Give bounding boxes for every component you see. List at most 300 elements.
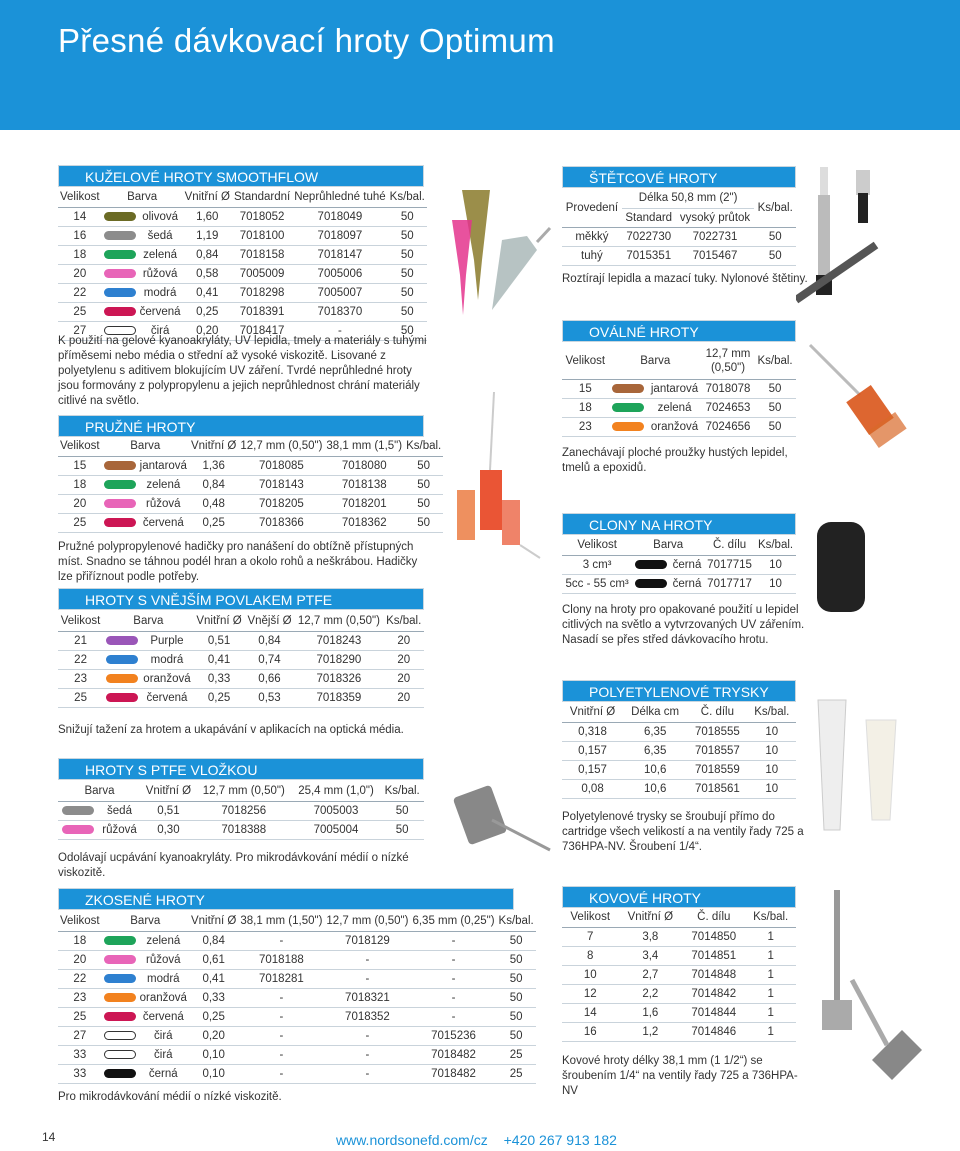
table-row [562, 779, 796, 798]
cell-opaque: 7018370 [292, 302, 387, 321]
cell-qty: 10 [748, 741, 796, 760]
ptfe-lined-rows [58, 801, 424, 839]
smoothflow-note: K použití na gelové kyanoakryláty, UV lepidla, tmely a materiály s tuhými příměsemi nebo média o střední až vysoké viskozitě. Lisované z polyetylenu s aditivem blokujícím UV záření. Tvrdé neprůhledné hroty jsou formovány z polypropylenu a jejich neprůhlednost chrání materiály citlivé na světlo. [58, 335, 427, 407]
color-swatch [62, 825, 94, 834]
color-swatch [62, 806, 94, 815]
poly-note: Polyetylenové trysky se šroubují přímo do cartridge všech velikostí a na ventily řady 725 a 736HPA-NV. Šroubení 1/4“. [562, 811, 804, 853]
cell-color: šedá [138, 226, 183, 245]
cell-qty: 25 [497, 1045, 536, 1064]
cell-color: oranžová [647, 417, 702, 436]
tip-cap-image [812, 518, 872, 618]
cell-id: 0,61 [189, 950, 238, 969]
flexible-table [58, 437, 443, 533]
color-swatch [106, 674, 138, 683]
cell-color: růžová [98, 820, 141, 839]
cell-pn: 7014842 [682, 984, 745, 1003]
cell-qty: 1 [745, 927, 796, 946]
caps-rows [562, 555, 796, 593]
color-swatch-cell [103, 688, 140, 707]
table-row [58, 456, 443, 475]
table-row [562, 1003, 796, 1022]
cell-qty: 20 [383, 631, 424, 650]
cell-opaque: 7005006 [292, 264, 387, 283]
table-row [58, 245, 427, 264]
cell-size: 18 [58, 245, 102, 264]
cell-a: 7018281 [238, 969, 324, 988]
cell-od: 0,66 [245, 669, 295, 688]
brush-table [562, 189, 796, 266]
cell-size: 33 [58, 1064, 102, 1083]
cell-opaque: 7018097 [292, 226, 387, 245]
metal-table [562, 908, 796, 1042]
table-header-row [58, 782, 424, 801]
cell-qty: 50 [404, 475, 443, 494]
cell-id: 0,08 [562, 779, 623, 798]
cell-std: 7018391 [232, 302, 292, 321]
cell-b: 7018080 [324, 456, 404, 475]
cell-opaque: 7018049 [292, 207, 387, 226]
cell-qty: 50 [388, 245, 427, 264]
smoothflow-tips-image [432, 180, 552, 320]
cell-qty: 50 [388, 207, 427, 226]
metal-rows [562, 927, 796, 1041]
table-header-row [58, 612, 424, 631]
col-header: Vnitřní Ø [189, 912, 238, 931]
table-header-row [562, 343, 796, 379]
color-swatch-cell [632, 555, 670, 574]
cell-qty: 50 [388, 302, 427, 321]
flexible-note: Pružné polypropylenové hadičky pro nanášení do obtížně přístupných míst. Snadno se táhnou podél hran a okolo rohů a neškrábou. Hadičky lze přiříznout podle potřeby. [58, 541, 418, 583]
cell-pn: 7018559 [687, 760, 747, 779]
col-header: 38,1 mm (1,50") [238, 912, 324, 931]
table-row [562, 946, 796, 965]
cell-size: 5cc - 55 cm³ [562, 574, 632, 593]
cell-color: zelená [138, 475, 189, 494]
cell-size: 16 [562, 1022, 618, 1041]
color-swatch-cell [58, 801, 98, 820]
cell-type: měkký [562, 227, 622, 246]
cell-color: modrá [138, 283, 183, 302]
cell-id: 0,33 [194, 669, 245, 688]
cell-size: 23 [58, 669, 103, 688]
cell-id: 0,157 [562, 760, 623, 779]
cell-qty: 50 [754, 227, 796, 246]
col-header: Velikost [562, 908, 618, 927]
cell-std: 7018158 [232, 245, 292, 264]
cell-id: 0,41 [194, 650, 245, 669]
table-header-row [562, 536, 796, 555]
table-row [562, 379, 796, 398]
cell-qty: 50 [497, 1026, 536, 1045]
table-row [562, 246, 796, 265]
table-row [562, 417, 796, 436]
cell-b: - [324, 1026, 410, 1045]
col-header: Velikost [58, 912, 102, 931]
cell-color: olivová [138, 207, 183, 226]
ptfe-coated-table [58, 612, 424, 708]
cell-qty: 10 [755, 555, 796, 574]
color-swatch [104, 307, 136, 316]
cell-pn: 7014846 [682, 1022, 745, 1041]
cell-pn: 7014850 [682, 927, 745, 946]
cell-std: 7018100 [232, 226, 292, 245]
table-row [58, 969, 536, 988]
poly-nozzle-image [806, 690, 916, 840]
cell-b: 7018362 [324, 513, 404, 532]
col-header: Velikost [58, 612, 103, 631]
cell-c: - [410, 969, 496, 988]
cell-size: 18 [58, 931, 102, 950]
color-swatch-cell [102, 245, 138, 264]
len-line-1: 12,7 mm [705, 347, 751, 360]
cell-size: 10 [562, 965, 618, 984]
poly-table [562, 703, 796, 799]
col-header: Délka cm [623, 703, 687, 722]
cell-std: 7018417 [232, 321, 292, 340]
cell-qty: 1 [745, 946, 796, 965]
metal-header: KOVOVÉ HROTY [562, 886, 796, 908]
table-row [58, 650, 424, 669]
cell-color: růžová [138, 264, 183, 283]
cell-od: 0,84 [245, 631, 295, 650]
color-swatch-cell [632, 574, 670, 593]
cell-pn: 7018557 [687, 741, 747, 760]
cell-size: 23 [562, 417, 609, 436]
cell-qty: 50 [754, 417, 796, 436]
cell-a: - [238, 1064, 324, 1083]
cell-size: 23 [58, 988, 102, 1007]
table-header-row [58, 912, 536, 931]
color-swatch-cell [102, 475, 138, 494]
color-swatch [104, 936, 136, 945]
cell-qty: 50 [497, 1007, 536, 1026]
table-row [562, 965, 796, 984]
cell-size: 22 [58, 969, 102, 988]
table-row [562, 227, 796, 246]
cell-size: 20 [58, 950, 102, 969]
col-header: Č. dílu [687, 703, 747, 722]
oval-tips-image [800, 340, 910, 460]
cell-color: červená [140, 688, 193, 707]
color-swatch [104, 1031, 136, 1040]
flexible-header: PRUŽNÉ HROTY [58, 415, 424, 437]
caps-note: Clony na hroty pro opakované použití u lepidel citlivých na světlo a vytvrzovaných UV zářením. Nasadí se přes střed dávkovacího hrotu. [562, 604, 805, 646]
col-header: Velikost [562, 536, 632, 555]
cell-qty: 1 [745, 984, 796, 1003]
cell-size: 20 [58, 494, 102, 513]
cell-qty: 50 [754, 379, 796, 398]
table-row [58, 631, 424, 650]
cell-type: tuhý [562, 246, 622, 265]
cell-color: zelená [647, 398, 702, 417]
table-row [58, 302, 427, 321]
color-swatch-cell [102, 1064, 138, 1083]
color-swatch [635, 560, 667, 569]
col-header [702, 343, 754, 379]
table-row [58, 475, 443, 494]
table-header-row [58, 437, 443, 456]
cell-od: 0,74 [245, 650, 295, 669]
cell-size: 27 [58, 321, 102, 340]
brush-rows [562, 227, 796, 265]
cell-std: 7022730 [622, 227, 676, 246]
ptfe-lined-header: HROTY S PTFE VLOŽKOU [58, 758, 424, 780]
color-swatch [612, 403, 644, 412]
color-swatch [104, 1012, 136, 1021]
brush-tips-image [796, 165, 906, 305]
cell-id: 0,58 [183, 264, 232, 283]
cell-pn: 7024653 [702, 398, 754, 417]
color-swatch [104, 288, 136, 297]
table-row [58, 283, 427, 302]
table-row [58, 988, 536, 1007]
table-header-row [562, 703, 796, 722]
table-row [58, 1026, 536, 1045]
cell-size: 18 [562, 398, 609, 417]
cell-qty: 50 [497, 950, 536, 969]
cell-pn: 7014848 [682, 965, 745, 984]
cell-size: 3 cm³ [562, 555, 632, 574]
col-header: Ks/bal. [754, 343, 796, 379]
brush-header: ŠTĚTCOVÉ HROTY [562, 166, 796, 188]
cell-id: 0,41 [183, 283, 232, 302]
color-swatch [635, 579, 667, 588]
cell-color: čirá [138, 321, 183, 340]
col-header: Vnitřní Ø [562, 703, 623, 722]
table-row [562, 722, 796, 741]
cell-qty: 50 [388, 321, 427, 340]
cell-b: - [324, 1064, 410, 1083]
col-header: 6,35 mm (0,25") [410, 912, 496, 931]
cell-pn: 7018078 [702, 379, 754, 398]
cell-wide: 7015467 [676, 246, 755, 265]
cell-qty: 1 [745, 1022, 796, 1041]
cell-size: 15 [58, 456, 102, 475]
cell-qty: 50 [404, 513, 443, 532]
cell-a: 7018366 [238, 513, 324, 532]
cell-qty: 25 [497, 1064, 536, 1083]
cell-id: 0,25 [189, 1007, 238, 1026]
cell-qty: 50 [388, 264, 427, 283]
table-row [58, 1007, 536, 1026]
oval-table [562, 343, 796, 437]
col-header: Barva [102, 912, 189, 931]
cell-a: 7018188 [238, 950, 324, 969]
cell-color: červená [138, 1007, 189, 1026]
col-header: 12,7 mm (0,50") [238, 437, 324, 456]
table-row [58, 1045, 536, 1064]
table-row [562, 927, 796, 946]
table-row [58, 226, 427, 245]
cell-qty: 50 [380, 820, 424, 839]
color-swatch [104, 231, 136, 240]
col-header: 12,7 mm (0,50") [294, 612, 383, 631]
cell-len: 10,6 [623, 760, 687, 779]
cell-color: šedá [98, 801, 141, 820]
cell-b: 7018321 [324, 988, 410, 1007]
col-header: Barva [102, 188, 183, 207]
col-header: Neprůhledné tuhé [292, 188, 387, 207]
oval-header: OVÁLNÉ HROTY [562, 320, 796, 342]
cell-a: 7018205 [238, 494, 324, 513]
cell-std: 7018052 [232, 207, 292, 226]
table-row [58, 931, 536, 950]
cell-color: růžová [138, 494, 189, 513]
cell-size: 20 [58, 264, 102, 283]
cell-std: 7015351 [622, 246, 676, 265]
cell-qty: 20 [383, 650, 424, 669]
color-swatch [104, 974, 136, 983]
color-swatch-cell [58, 820, 98, 839]
color-swatch-cell [102, 264, 138, 283]
table-row [58, 669, 424, 688]
color-swatch-cell [609, 379, 647, 398]
ptfe-coated-note: Snižují tažení za hrotem a ukapávání v aplikacích na optická média. [58, 724, 404, 736]
cell-qty: 50 [754, 246, 796, 265]
cell-b: - [324, 1045, 410, 1064]
color-swatch-cell [102, 513, 138, 532]
len-line-2: (0,50") [710, 361, 746, 374]
cell-id: 0,10 [189, 1064, 238, 1083]
cell-color: čirá [138, 1045, 189, 1064]
color-swatch-cell [609, 398, 647, 417]
cell-id: 2,2 [618, 984, 682, 1003]
footer-contact [336, 1132, 629, 1148]
cell-b: 7018352 [324, 1007, 410, 1026]
cell-size: 7 [562, 927, 618, 946]
cell-b: - [324, 950, 410, 969]
col-header: 38,1 mm (1,5") [324, 437, 404, 456]
ptfe-coated-header: HROTY S VNĚJŠÍM POVLAKEM PTFE [58, 588, 424, 610]
cell-id: 2,7 [618, 965, 682, 984]
cell-id: 1,19 [183, 226, 232, 245]
page-number: 14 [42, 1130, 56, 1144]
color-swatch-cell [102, 969, 138, 988]
caps-header: CLONY NA HROTY [562, 513, 796, 535]
col-header: Provedení [562, 189, 622, 227]
col-header: Vnitřní Ø [189, 437, 238, 456]
cell-b: 7018138 [324, 475, 404, 494]
cell-qty: 50 [754, 398, 796, 417]
col-header: Standard [622, 208, 676, 227]
color-swatch-cell [102, 302, 138, 321]
cell-len: 6,35 [623, 722, 687, 741]
col-header: Č. dílu [682, 908, 745, 927]
color-swatch [104, 1069, 136, 1078]
cell-a: 7018143 [238, 475, 324, 494]
cell-color: zelená [138, 931, 189, 950]
cell-qty: 50 [380, 801, 424, 820]
color-swatch [106, 636, 138, 645]
cell-color: oranžová [140, 669, 193, 688]
phone-number: +420 267 913 182 [503, 1132, 617, 1148]
cell-size: 14 [562, 1003, 618, 1022]
cell-pn: 7017717 [704, 574, 755, 593]
col-header: Ks/bal. [383, 612, 424, 631]
color-swatch [104, 993, 136, 1002]
smoothflow-rows [58, 207, 427, 340]
cell-pn: 7018290 [294, 650, 383, 669]
cell-size: 25 [58, 688, 103, 707]
cell-od: 0,53 [245, 688, 295, 707]
cell-qty: 10 [755, 574, 796, 593]
table-row [58, 1064, 536, 1083]
ptfe-coated-rows [58, 631, 424, 707]
cell-a: - [238, 931, 324, 950]
table-row [58, 950, 536, 969]
cell-c: - [410, 988, 496, 1007]
ptfe-lined-table [58, 782, 424, 840]
col-header: Ks/bal. [388, 188, 427, 207]
cell-id: 1,2 [618, 1022, 682, 1041]
cell-pn: 7014844 [682, 1003, 745, 1022]
cell-id: 0,84 [183, 245, 232, 264]
cell-a: 7018388 [196, 820, 292, 839]
cell-c: - [410, 1007, 496, 1026]
table-row [562, 555, 796, 574]
website-link[interactable]: www.nordsonefd.com/cz [336, 1132, 488, 1148]
cell-opaque: 7005007 [292, 283, 387, 302]
cell-id: 0,84 [189, 931, 238, 950]
col-header: Ks/bal. [754, 189, 796, 227]
cell-size: 21 [58, 631, 103, 650]
cell-b: 7005004 [292, 820, 381, 839]
cell-qty: 50 [497, 969, 536, 988]
col-header: Velikost [562, 343, 609, 379]
color-swatch-cell [102, 1007, 138, 1026]
cell-c: 7015236 [410, 1026, 496, 1045]
color-swatch [104, 499, 136, 508]
table-row [58, 688, 424, 707]
table-row [562, 574, 796, 593]
color-swatch [104, 1050, 136, 1059]
cell-size: 16 [58, 226, 102, 245]
cell-size: 12 [562, 984, 618, 1003]
cell-size: 15 [562, 379, 609, 398]
cell-qty: 50 [404, 456, 443, 475]
cell-size: 8 [562, 946, 618, 965]
table-row [58, 801, 424, 820]
smoothflow-header: KUŽELOVÉ HROTY SMOOTHFLOW [58, 165, 424, 187]
table-row [58, 513, 443, 532]
cell-id: 0,10 [189, 1045, 238, 1064]
color-swatch-cell [102, 1026, 138, 1045]
cell-size: 25 [58, 513, 102, 532]
metal-note: Kovové hroty délky 38,1 mm (1 1/2“) se šroubením 1/4“ na ventily řady 725 a 736HPA-NV [562, 1055, 798, 1097]
cell-pn: 7017715 [704, 555, 755, 574]
color-swatch-cell [102, 226, 138, 245]
cell-size: 18 [58, 475, 102, 494]
cell-c: 7018482 [410, 1064, 496, 1083]
cell-color: modrá [140, 650, 193, 669]
cell-id: 0,20 [183, 321, 232, 340]
cell-id: 1,36 [189, 456, 238, 475]
col-header: Ks/bal. [497, 912, 536, 931]
col-header: Č. dílu [704, 536, 755, 555]
cell-qty: 10 [748, 722, 796, 741]
cell-id: 0,25 [183, 302, 232, 321]
color-swatch-cell [103, 631, 140, 650]
table-header-row [562, 908, 796, 927]
cell-std: 7018298 [232, 283, 292, 302]
ptfe-lined-tip-image [452, 770, 552, 860]
cell-color: černá [670, 555, 704, 574]
color-swatch [106, 693, 138, 702]
cell-std: 7005009 [232, 264, 292, 283]
color-swatch-cell [102, 950, 138, 969]
table-row [562, 984, 796, 1003]
cell-qty: 20 [383, 669, 424, 688]
